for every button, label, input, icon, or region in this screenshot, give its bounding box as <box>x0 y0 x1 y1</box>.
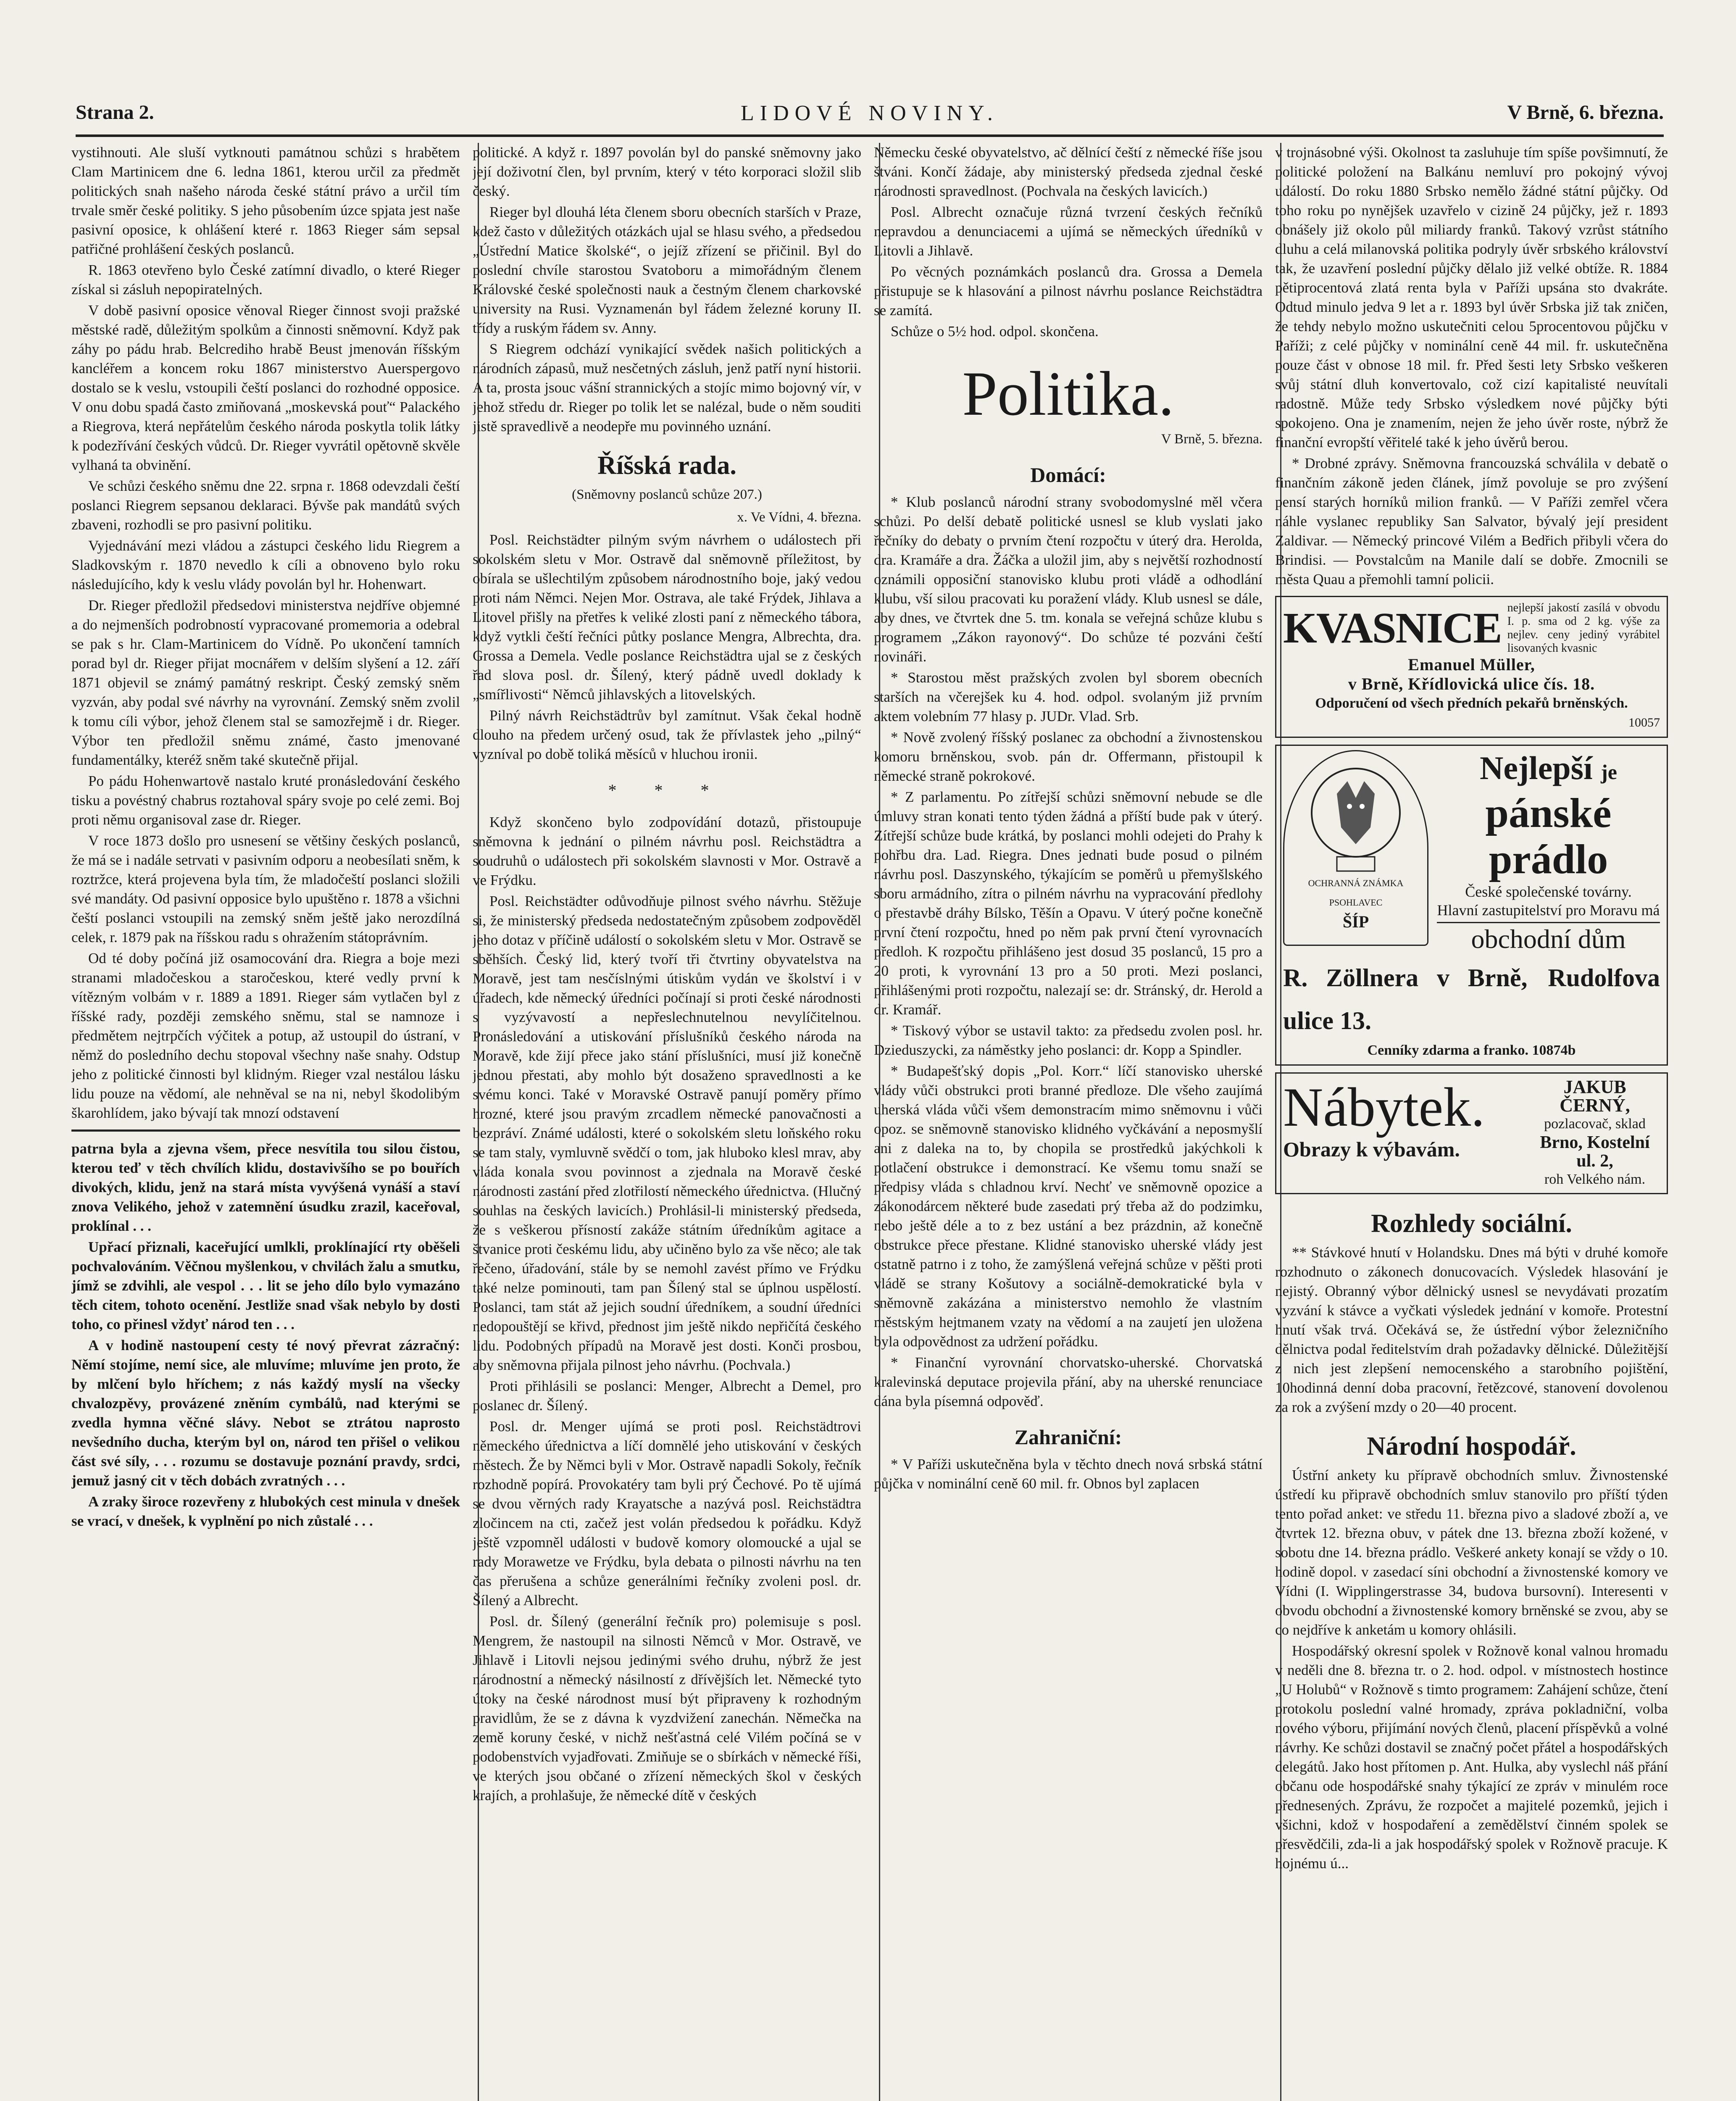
article-paragraph: Posl. dr. Šílený (generální řečník pro) polemisuje s posl. Mengrem, že nastoupil na silnosti Němců v Mor. Ostravě, ve Jihlavě i Litovli nejsou jedinými svého druhu, nýbrž že jest národnostní a německý násilností z dřívějších let. Německé tyto útoky na české národnost musí být připraveny k rozhodným pravidlům, že se z dávna k vyzdvižení zanechán. Němečka na země koruny české, v nichž nešťastná celé Vilém počíná se v podobenstvích vyjadřovati. Zmiňuje se o sbírkách v německé říši, ve kterých jsou občané o zřízení německých škol v českých krajích, a prohlašuje, že německé dítě v českých <box>473 1613 861 1803</box>
dateline: x. Ve Vídni, 4. března. <box>737 510 861 525</box>
article-paragraph: Od té doby počíná již osamocování dra. Riegra a boje mezi stranami mladočeskou a staročeskou, které vedly první k vítězným volbám v r. 1889 a 1891. Rieger sám vytlačen byl z říšské rady, později zemského sněmu, stal se namnoze i předmětem nejtrpčích výčitek a potup, až ustoupil do ústraní, v němž do posledního dechu stopoval všechny naše snahy. Odstup jeho z politické činnosti byl klidným. Rieger vzal nestálou lásku lidu pouze na vědomí, ale nehněval se na ni, nebyl škodolibým škarohlídem, jako bývají tak mnozí odstavení <box>71 950 460 1121</box>
article-paragraph: V době pasivní oposice věnoval Rieger činnost svoji pražské městské radě, důležitým spolkům a činnosti sněmovní. Když pak záhy po pádu hrab. Belcrediho hrabě Beust jmenován říšským kancléřem a koncem roku 1867 ministerstvo Auerspergovo dostalo se k veslu, vstoupili čeští poslanci do rozhodné opposice. V onu dobu spadá často zmiňovaná „moskevská pouť“ Palackého a Riegrova, která nepřátelům českého národa poskytla tolik látky k podezřívání českých vůdců. Dr. Rieger vyvrátil opětovně skvěle vylhaná ta obvinění. <box>71 302 460 473</box>
article-paragraph: Po pádu Hohenwartově nastalo kruté pronásledování českého tisku a povéstný chabrus roztahoval spáry svoje po celé zemi. Boj proti němu organisoval zase dr. Rieger. <box>71 773 460 828</box>
ad-company: R. Zöllnera v Brně, Rudolfova ulice 13. <box>1283 964 1660 1035</box>
ad-text: Hlavní zastupitelství pro Moravu má <box>1437 902 1660 919</box>
advertisement-kvasnice <box>1275 596 1668 738</box>
column-4 <box>1275 143 1668 2101</box>
news-item: * Klub poslanců národní strany svobodomyslné měl včera schůzi. Po delší debatě politické usnesl se klub vyslati jako řečníky do debaty o prvním čtení rozpočtu v úterý dra. Herolda, dra. Kramáře a dra. Žáčka a uložil jim, aby s největší rozhodností oznámili opposiční stanovisko klubu proti vládě a odhodlání klubu, vší silou pracovati ku poražení vlády. Klub usnesl se dále, aby dnes, ve čtvrtek dne 5. tm. konala se veřejná schůze klubu s programem „Zákon rayonový“. Do schůze té pozváni čeští novináři. <box>874 494 1263 665</box>
subsection-domestic: Domácí: <box>1030 463 1106 487</box>
article-paragraph: Když skončeno bylo zodpovídání dotazů, přistoupuje sněmovna k jednání o pilném návrhu posl. Reichstädtra a soudruhů o událostech při sokolském slavnosti v Mor. Ostravě a ve Frýdku. <box>473 814 861 888</box>
article-paragraph: Ve schůzi českého sněmu dne 22. srpna r. 1868 odevzdali čeští poslanci Riegrem sepsanou deklaraci. Bývše pak mandátů svých zbaveni, rozhodli se pro pasivní politiku. <box>71 478 460 533</box>
ad-headline: Nejlepší je <box>1480 750 1617 786</box>
dog-head-icon <box>1307 764 1404 874</box>
logo-mark: ŠÍP <box>1342 912 1369 931</box>
page-header <box>76 101 1664 134</box>
section-title: Národní hospodář. <box>1367 1432 1576 1461</box>
column-3 <box>874 143 1263 2101</box>
section-subtitle: (Sněmovny poslanců schůze 207.) <box>572 487 762 502</box>
article-paragraph: Posl. Reichstädter pilným svým návrhem o událostech při sokolském sletu v Mor. Ostravě dal sněmovně příležitost, by obírala se ušlechtilým způsobem národnostního boje, jaký vedou proti nám Němci. Nejen Mor. Ostrava, ale také Frýdek, Jihlava a Litovel přišly na přetřes k veliké zlosti paní z německého tábora, když vytkli čeští řečníci půtky poslance Mengra, Albrechta, dra. Grossa a Demela. Vedle poslance Reichstädtra ujal se z českých řad slova posl. dr. Šílený, který pádně uvedl doklady k „smířlivosti“ Němců jihlavských a litovelských. <box>473 532 861 703</box>
ad-text: obchodní dům <box>1437 922 1660 955</box>
advertisement-pradlo <box>1275 745 1668 1066</box>
header-rule <box>76 134 1664 137</box>
article-paragraph: vystihnouti. Ale sluší vytknouti památnou schůzi s hrabětem Clam Martinicem dne 6. ledna 1861, kterou určil za předmět politických snah našeho národa české státní právo a určil tím trvale směr české politiky. S jeho působením úzce spjata jest naše pasivní oposice, k ohlášení které r. 1863 Rieger sám sepsal patřičné prohlášení českých poslanců. <box>71 144 460 257</box>
article-paragraph: R. 1863 otevřeno bylo České zatímní divadlo, o které Rieger získal si zásluh nepopiratelných. <box>71 262 460 298</box>
news-item: * Nově zvolený říšský poslanec za obchodní a živnostenskou komoru brněnskou, svob. pán dr. Offermann, přistoupil k německé straně pokrokové. <box>874 729 1263 784</box>
ad-text: pozlacovač, sklad <box>1544 1116 1646 1132</box>
article-paragraph: politické. A když r. 1897 povolán byl do panské sněmovny jako její doživotní člen, byl prvním, který v této korporaci složil slib český. <box>473 144 861 199</box>
page-number: Strana 2. <box>76 101 154 124</box>
news-item: * Tiskový výbor se ustavil takto: za předsedu zvolen posl. hr. Dzieduszycki, za náměstky jeho poslanci: dr. Kopp a Spindler. <box>874 1022 1263 1058</box>
article-paragraph: Schůze o 5½ hod. odpol. skončena. <box>891 323 1099 340</box>
separator-stars: * * * <box>608 781 726 800</box>
news-item: Ústřní ankety ku přípravě obchodních smluv. Živnostenské ústředí ku připravě obchodních smluv stanovilo pro příští týden tento pořad anket: ve středu 11. března pivo a sladové zboží a, ve čtvrtek 12. března obuv, v pátek dne 13. března zboží kožené, v sobotu dne 14. března prádlo. Veškeré ankety konají se vždy o 10. hodině dopol. v zasedací síni obchodní a živnostenské komory ve Vídni (I. Wipplingerstrasse 34, budova bursovní). Interesenti v obvodu obchodní a živnostenské komory brněnské se zvou, aby se co nejdříve k anketám u komory ohlásili. <box>1275 1467 1668 1638</box>
advertisement-nabytek <box>1275 1072 1668 1194</box>
columns <box>71 143 1668 2101</box>
ad-company: JAKUB ČERNÝ, <box>1560 1077 1630 1116</box>
article-paragraph: Rieger byl dlouhá léta členem sboru obecních starších v Praze, kdež často v důležitých otázkách ujal se hlasu svého, a předsedou „Ústřední Matice školské“, o jejíž zřízení se přičinil. Byl do poslední chvíle starostou Svatoboru a mimořádným členem Královské české společnosti nauk a čestným členem charkovské university na Rusi. Vyznamenán byl řádem železné koruny II. třídy a ruským řádem sv. Anny. <box>473 204 861 336</box>
ad-text: Obrazy k výbavám. <box>1283 1137 1460 1161</box>
column-1 <box>71 143 460 2101</box>
trademark-logo <box>1283 750 1428 946</box>
dateline: V Brně, 5. března. <box>1161 432 1263 447</box>
ad-text: roh Velkého nám. <box>1544 1172 1646 1187</box>
article-paragraph: Dr. Rieger předložil předsedovi ministerstva nejdříve objemné a do nejmenších podrobností vypracované promemoria a odebral se pak s hr. Clam-Martinicem do Vídně. Po ukončení tamních porad byl dr. Rieger přijat mocnářem v delším slyšení a 12. září 1871 objevil se známý památný reskript. Český zemský sněm vyzván, aby podal své návrhy na vyrovnání. Zemský sněm zvolil k tomu cíli výbor, jehož členem stal se samozřejmě i dr. Rieger. Výbor ten předložil sněmu známé, často jmenované fundamentálky, kteréž sněm také skutečně přijal. <box>71 597 460 768</box>
feuilleton-paragraph: A v hodině nastoupení cesty té nový převrat zázračný: Němí stojíme, nemí sice, ale mluvíme; mluvíme jen proto, že by mlčení bylo hříchem; z nás každý myslí na všecky chvalozpěvy, provázené zněním cymbálů, nad kterými se zvedla hymna věčné slávy. Nebot se ztrátou naprosto nevšedního ducha, kterým byl on, národ ten přišel o velikou část své síly, . . . rozumu se dostavuje poznání pravdy, srdci, jemuž jasný cit v těch dobách zvratných . . . <box>71 1337 460 1489</box>
news-item: Hospodářský okresní spolek v Rožnově konal valnou hromadu v neděli dne 8. března tr. o 2. hod. odpol. v místnostech hostince „U Holubů“ v Rožnově s timto programem: Zahájení schůze, čtení protokolu poslední valné hromady, zpráva pokladniční, volba nového výboru, přijímání nových členů, placení příspěvků a volné návrhy. Ke schůzi dostavil se značný počet přátel a hospodářských delegátů. Jako host přítomen p. Ant. Hulka, aby vyslechl náš přání občanu ode hospodářské snahy týkající ze zpráv v minulém roce přednesených. Zprávu, že rozpočet a majitelé pozemků, jejich i všichni, kdož v hospodaření a zemědělství činném spolek se přesvědčili, zda-li a jak hospodářský spolek v Rožnově pracuje. K hojnému ú... <box>1275 1643 1668 1872</box>
article-paragraph: Pilný návrh Reichstädtrův byl zamítnut. Však čekal hodně dlouho na předem určený osud, tak že přívlastek jeho „pilný“ vyzníval po době toliká měsíců v hluchou ironii. <box>473 707 861 762</box>
article-paragraph: V roce 1873 došlo pro usnesení se většiny českých poslanců, že má se i nadále setrvati v pasivním odporu a neobesílati sněm, k roztržce, která projevena byla tím, že mladočeští poslanci složili své mandáty. Od pasivní opposice bylo upuštěno r. 1878 a všichni čeští poslanci vstoupili na zemský sněm ještě jako nerozdílná celek, r. 1879 pak na říšskou radu s ohražením státoprávním. <box>71 832 460 945</box>
article-paragraph: Posl. Reichstädter odůvodňuje pilnost svého návrhu. Stěžuje si, že ministerský předseda nedostatečným způsobem zodpověděl jeho dotaz v příčině událostí o sokolském sletu v Mor. Ostravě se sběhších. Český lid, který tvoří tři čtvrtiny obyvatelstva na Moravě, jest tam nesčíslnými útiskům vydán ve školství i v úřadech, kde německý úředníci počínají si proti české národnosti s vyzývavostí a nepřeslechnutelnou nevylíčitelnou. Pronásledování a utiskování příslušníků českého národa na Moravě, kde žijí přece jako stání příslušníci, musí již konečně jednou přestati, aby mohlo být dosaženo spravedlnosti a ke svému konci. Také v Moravské Ostravě panují poměry přímo hrozné, které jsou pravým zrcadlem německé panovačnosti a bezpráví. Známé události, které o sokolském sletu loňského roku se tam staly, vymluvně svědčí o tom, jak hluboko klesl mrav, aby vláda konala svou povinnost a zjednala na Moravě české národnosti zastání před zlotřilostí německého úřednictva. (Hlučný souhlas na českých lavicích.) Prohlásil-li ministerský předseda, že s veškerou přísností zakáže státním úředníkům agitace a štvanice proti českému lidu, aby učiněno bylo za vše něco; ale tak řečeno, úřadování, stále by se nemohl zavést přímo ve Frýdku také nelze pominouti, tam pan Šílený stal se úplnou uspělostí. Poslanci, tam stát až jejich soudní úředníkem, a soudní úředníci nedopouštějí se křivd, přednost jim ještě nikdo nepřičítá českého lidu. Podobných případů na Moravě jest dosti. Konči prosbou, aby sněmovna přijala pilnost jeho návrhu. (Pochvala.) <box>473 893 861 1373</box>
ad-note: Cenníky zdarma a franko. 10874b <box>1367 1043 1576 1058</box>
ad-headline: Nábytek. <box>1283 1076 1485 1138</box>
news-item: * Z parlamentu. Po zítřejší schůzi sněmovní nebude se dle úmluvy stran konati tento týden žádná a příští bude pak v úterý. Zítřejší schůze bude krátká, by poslanci mohli odejeti do Prahy k pohřbu dra. Lad. Riegra. Dnes jednati bude posud o pilném návrhu posl. Daszynského, týkajícím se poměrů u přemyšlského sboru armádního, zítra o pilném návrhu na vypracování předlohy o přestavbě dráhy Bílsko, Těšín a Opavu. V úterý počne konečně první čtení rozpočtu, hned po něm pak první čtení vyrovnacích předloh. K rozpočtu přihlášeno jest dosud 35 poslanců, 15 pro a 20 proti, k vyrovnání 13 pro a 50 proti. Mezi poslanci, přihlášenými proti rozpočtu, nalezají se: dr. Stránský, dr. Herold a dr. Kramář. <box>874 789 1263 1018</box>
section-title: Rozhledy sociální. <box>1371 1209 1572 1238</box>
section-title: Říšská rada. <box>597 451 736 480</box>
ad-company: Emanuel Müller, <box>1408 655 1535 674</box>
article-paragraph: Posl. dr. Menger ujímá se proti posl. Reichstädtrovi německého úřednictva a líčí domnělé jeho utiskování v českých městech. Že by Němci byli v Mor. Ostravě napadli Sokoly, řečník rozhodně popírá. Provokatéry tam byli prý Čechové. Po tě ujímá se dvou věrných rady Krayatsche a nazývá posl. Reichstädtra zločincem na cti, začež jest volán předsedou k pořádku. Když ještě vzpomněl události v budově komory olomoucké a ujal se rady Morawetze ve Frýdku, byla debata o pilnosti návrhu na ten čas přerušena a schůze generálními řečníky zvoleni posl. dr. Šílený a Albrecht. <box>473 1418 861 1609</box>
news-item: * Starostou měst pražských zvolen byl sborem obecních starších na včerejšek ku 4. hod. odpol. svolaným již prvním aktem volebním 77 hlasy p. JUDr. Vlad. Srb. <box>874 669 1263 724</box>
column-2 <box>473 143 861 2101</box>
news-item: * Budapešťský dopis „Pol. Korr.“ líčí stanovisko uherské vlády vůči obstrukci proti branné předloze. Dle všeho zaujímá uherská vláda vůči všem demonstracím mimo sněmovnu i vůči opoz. se sněmovně stanovisko klidného vyčkávání a neposmyšlí ani z daleka na to, by chopila se prostředků jakýchkoli k potlačení obstrukce i demonstrací. Ke všemu tomu snaží se předpisy vláda s chladnou krví. Nechť ve sněmovně opozice a zákonodárcem některé bude zasedati prý třeba až do podzimku, nebo ještě déle a to z bez ustání a bez prázdnin, až konečně obstrukce přece přestane. Klidné stanovisko uherské vlády jest ostatně patrno i z toho, že zamýšlená veřejná schůze v pěšti proti vládě se strany Košutovy a sociálně-demokratické byla v sněmovně zakázána a ministerstvo nemohlo že vlastním městským hejtmanem vzaty na vědomí a na zaujetí jen uložena byla odpovědnost za udržení pořádku. <box>874 1063 1263 1350</box>
issue-date: V Brně, 6. března. <box>1507 101 1664 124</box>
section-separator <box>71 1129 460 1132</box>
subsection-foreign: Zahraniční: <box>1014 1425 1122 1449</box>
article-paragraph: Proti přihlásili se poslanci: Menger, Albrecht a Demel, pro poslanec dr. Šílený. <box>473 1378 861 1414</box>
feuilleton-paragraph: Upřací přiznali, kaceřující umlkli, proklínající rty oběšeli pochvalováním. Věčnou myšlenkou, v chvilách žalu a smutku, jímž se zdvihli, ale vespol . . . lit se jeho dílo bylo vymazáno těch citem, tohoto ocenění. Jestliže snad však nebylo by dosti toho, co přinesl vždyť národ ten . . . <box>71 1239 460 1332</box>
ad-headline: KVASNICE <box>1283 604 1502 652</box>
article-paragraph: S Riegrem odchází vynikající svědek našich politických a národních zápasů, muž nesčetných zásluh, jenž patří nyní historii. A ta, prosta jsouc vášní strannických a stojíc mimo bojovný vír, v jehož středu dr. Rieger po tolik let se nalézal, bude o něm souditi jistě spravedlivě a neodepře mu povinného uznání. <box>473 341 861 434</box>
article-paragraph: v trojnásobné výši. Okolnost ta zasluhuje tím spíše povšimnutí, že politické položení na Balkánu nemluví pro pokojný vývoj událostí. Do roku 1880 Srbsko nemělo žádné státní půjčky. Od toho roku po nynějšek uzavřelo v cizině 24 půjčky, jež r. 1893 obnášely již okolo půl miliardy franků. Takový vzrůst státního dluhu a celá milanovská politika podryly úvěr srbského království tak, že uzavření poslední půjčky dělalo již velké obtíže. R. 1884 pětiprocentová zlatá renta byla v Paříži upsána sto dvakráte. Odtud minulo jedva 9 let a r. 1893 byl úvěr Srbska již tak zničen, že tehdy nebylo možno uskutečniti celou 5procentovou půjčku v Paříži; z celé půjčky v nominální ceně 44 mil. fr. uskutečněna pouze část v obnose 18 mil. fr. Před šesti lety Srbsko veškeren svůj státní dluh konvertovalo, což cizí kapitalisté neuvítali radostně. Může tedy Srbsko výsledkem nové půjčky býti spokojeno. Ona je znamením, nejen že jeho úvěr roste, nýbrž že finanční evropští věřitelé také k jeho úvěrů berou. <box>1275 144 1668 450</box>
news-item: * V Paříži uskutečněna byla v těchto dnech nová srbská státní půjčka v nominální ceně 60 mil. fr. Obnos byl zaplacen <box>874 1456 1263 1492</box>
ad-headline: pánské prádlo <box>1485 790 1612 882</box>
news-item: ** Stávkové hnutí v Holandsku. Dnes má býti v druhé komoře rozhodnuto o zákonech donucovacích. Výsledek hlasování je nejistý. Obranný výbor dělnický usnesl se nevydávati prozatím vyzvání k stávce a vyčkati výsledek jednání v komoře. Protestní hnutí však trvá. Očekává se, že ústřední výbor železničního dělnictva podal ředitelstvím drah požadavky dělnické. Důležitější z nich jest zlepšení nemocenského a starobního pojištění, 10hodinná denní doba pracovní, řetězcové, stanovení dovolenou za rok a zvýšení mzdy o 20—40 procent. <box>1275 1244 1668 1415</box>
ad-number: 10057 <box>1628 716 1660 729</box>
logo-caption: OCHRANNÁ ZNÁMKA PSOHLAVEC <box>1308 878 1404 908</box>
section-title-politika: Politika. <box>962 359 1174 429</box>
ad-text: nejlepší jakostí zasílá v obvodu I. p. sma od 2 kg. výše za nejlev. ceny jediný vyrábitel lisovaných kvasnic <box>1507 601 1660 655</box>
news-item: * Drobné zprávy. Sněmovna francouzská schválila v debatě o finančním zákoně jeden článek, jímž povoluje se pro zvýšení pensí starých horníků milion franků. — V Paříži zemřel včera náhle vyslanec republiky San Salvator, bývalý její president Zaldivar. — Německý princové Vilém a Bedřich přibyli včera do Brindisi. — Povstalcům na Manile dalí se dobře. Zmocnili se města Quau a přemohli tamní policii. <box>1275 455 1668 587</box>
ad-address: v Brně, Křídlovická ulice čís. 18. <box>1348 674 1595 693</box>
feuilleton-paragraph: A zraky široce rozevřeny z hlubokých cest minula v dnešek se vrací, v dnešek, k vyplnění po nich zůstalé . . . <box>71 1493 460 1529</box>
ad-text: České společenské továrny. <box>1465 883 1632 900</box>
feuilleton-paragraph: patrna byla a zjevna všem, přece nesvítila tou silou čistou, kterou teď v těch chvílích klidu, dostavivšího se po bouřích divokých, klidu, jenž na stará místa vyvýšená vynáší a staví znova Velikého, jehož v zatemnění úsudku zrazil, kaceřoval, proklínal . . . <box>71 1140 460 1234</box>
ad-note: Odporučení od všech předních pekařů brněnských. <box>1315 695 1628 711</box>
article-paragraph: Po věcných poznámkách poslanců dra. Grossa a Demela přistupuje se k hlasování a pilnost návrhu poslance Reichstädtra se zamítá. <box>874 263 1263 319</box>
ad-address: Brno, Kostelní ul. 2, <box>1540 1133 1650 1171</box>
masthead-title: LIDOVÉ NOVINY. <box>741 101 999 125</box>
article-paragraph: Posl. Albrecht označuje různá tvrzení českých řečníků nepravdou a denunciacemi a ujímá se německých úředníků v Litovli a Jihlavě. <box>874 204 1263 259</box>
article-paragraph: Německu české obyvatelstvo, ač dělnící čeští z německé říše jsou štváni. Končí žádaje, aby ministerský předseda zjednal české národnosti spravedlnost. (Pochvala na českých lavicích.) <box>874 144 1263 199</box>
article-paragraph: Vyjednávání mezi vládou a zástupci českého lidu Riegrem a Sladkovským r. 1870 nevedlo k cíli a obnoveno bylo roku následujícího, kdy k veslu vlády povolán byl hr. Hohenwart. <box>71 537 460 592</box>
news-item: * Finanční vyrovnání chorvatsko-uherské. Chorvatská kralevinská deputace projevila přání, aby na uherské renunciace dána byla písemná odpověď. <box>874 1354 1263 1409</box>
